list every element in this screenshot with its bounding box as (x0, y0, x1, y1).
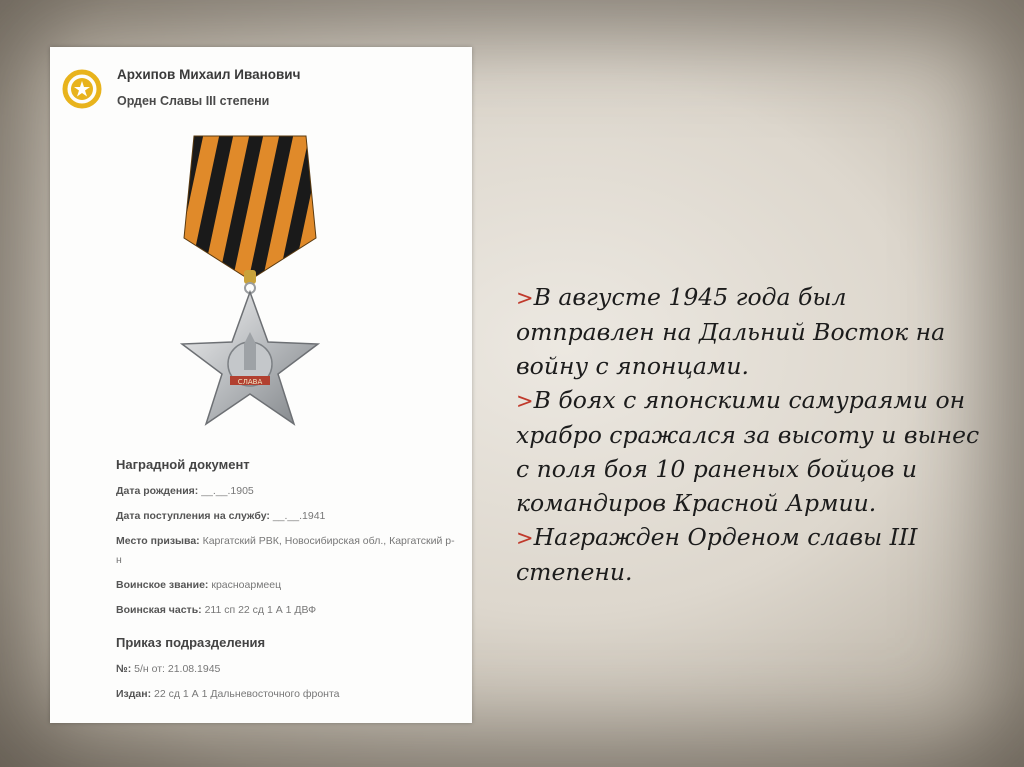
field-value: 22 сд 1 А 1 Дальневосточного фронта (154, 688, 340, 700)
field-label: Дата рождения: (116, 485, 199, 497)
field-label: Дата поступления на службу: (116, 510, 270, 522)
story-paragraph-text: Награжден Орденом славы III степени. (516, 523, 918, 586)
field-value: __.__.1941 (272, 510, 326, 522)
story-paragraph (516, 520, 986, 589)
order-section (116, 635, 456, 710)
order-heading: Приказ подразделения (116, 635, 266, 650)
person-name: Архипов Михаил Иванович (117, 67, 301, 82)
field-label: Издан: (116, 688, 152, 700)
field-value: __.__.1905 (201, 485, 254, 497)
bullet-marker: > (516, 389, 534, 413)
field-value: 211 сп 22 сд 1 А 1 ДВФ (204, 604, 317, 616)
field-conscription-place (116, 532, 456, 570)
story-paragraph (516, 280, 986, 383)
field-value: 5/н от: 21.08.1945 (134, 663, 221, 675)
award-name: Орден Славы III степени (117, 94, 270, 108)
field-rank (116, 576, 456, 595)
award-logo-icon (62, 69, 102, 109)
field-birth-date (116, 482, 456, 501)
field-value: Каргатский РВК, Новосибирская обл., Каргатский р-н (116, 535, 455, 566)
story-paragraph (516, 383, 986, 520)
document-heading: Наградной документ (116, 457, 250, 472)
bullet-marker: > (516, 526, 534, 550)
field-unit (116, 601, 456, 620)
order-issued-by (116, 685, 456, 704)
bullet-marker: > (516, 286, 534, 310)
medal-inscription: СЛАВА (237, 378, 263, 386)
field-label: Место призыва: (116, 535, 200, 547)
story-text (516, 280, 986, 589)
award-document-section (116, 457, 456, 626)
story-paragraph-text: В боях с японскими самураями он храбро сражался за высоту и вынес с поля боя 10 раненых бойцов и командиров Красной Армии. (516, 386, 980, 517)
field-value: красноармеец (211, 579, 282, 591)
field-label: Воинская часть: (116, 604, 202, 616)
field-service-date (116, 507, 456, 526)
field-label: №: (116, 663, 132, 675)
award-card (50, 47, 472, 723)
order-number (116, 660, 456, 679)
order-of-glory-medal-image (170, 132, 330, 432)
story-paragraph-text: В августе 1945 года был отправлен на Дальний Восток на войну с японцами. (516, 283, 946, 380)
field-label: Воинское звание: (116, 579, 209, 591)
